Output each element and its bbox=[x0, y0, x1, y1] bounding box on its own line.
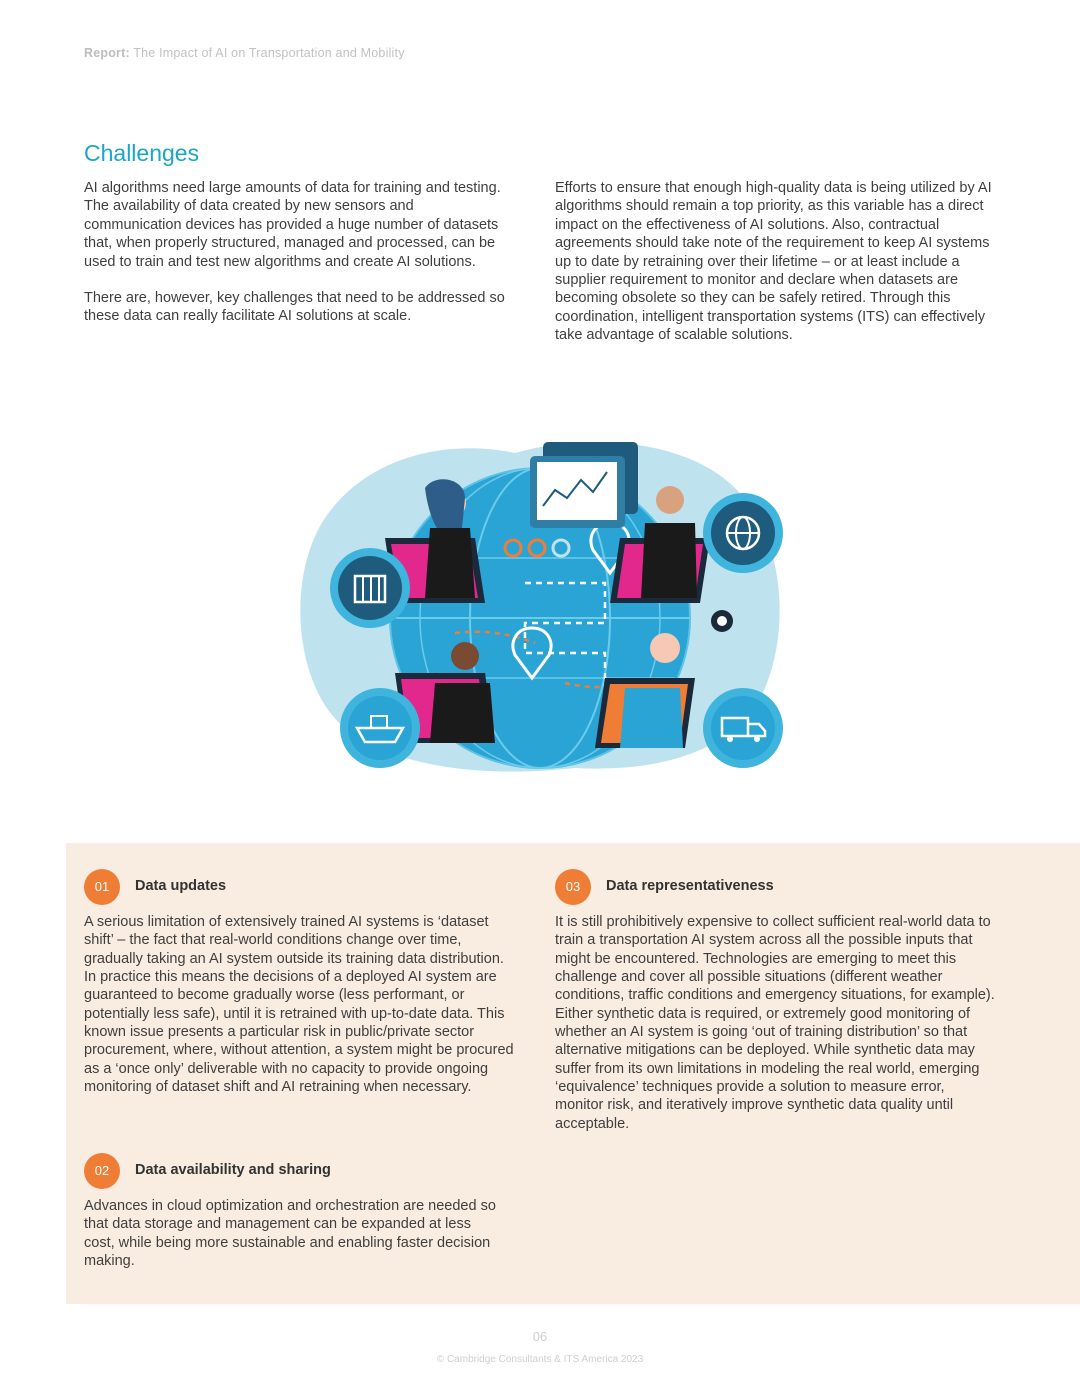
challenge-title: Data updates bbox=[135, 878, 227, 894]
intro-paragraph: There are, however, key challenges that need to be addressed so these data can really facilitate AI solutions at scale. bbox=[84, 290, 505, 325]
challenge-number-badge: 01 bbox=[84, 869, 120, 905]
challenge-body: A serious limitation of extensively trained AI systems is ‘dataset shift’ – the fact that real-world conditions change over time, gradually taking an AI system outside its training data distribution. In practice this means the decisions of a deployed AI system are guaranteed to become gradually worse (less performant, or potentially less safe), until it is retrained with up-to-date data. This known issue presents a particular risk in public/private sector procurement, where, without attention, a system might be procured as a ‘once only’ deliverable with no capacity to provide ongoing monitoring of dataset shift and AI retraining when necessary. bbox=[84, 914, 514, 1096]
report-label: Report: bbox=[84, 46, 130, 60]
ship-icon bbox=[340, 688, 420, 768]
intro-paragraph: Efforts to ensure that enough high-quality data is being utilized by AI algorithms should remain a top priority, as this variable has a direct impact on the effectiveness of AI solutions. Also, contractual agreements should take note of the requirement to keep AI systems up to date by retraining over their lifetime – or at least include a supplier requirement to monitor and declare when datasets are becoming obsolete so they can be safely retired. Through this coordination, intelligent transportation systems (ITS) can effectively take advantage of scalable solutions. bbox=[555, 180, 992, 344]
report-header bbox=[84, 46, 405, 60]
challenge-body: Advances in cloud optimization and orchestration are needed so that data storage and management can be expanded at less cost, while being more sustainable and enabling faster decision making. bbox=[84, 1198, 496, 1270]
section-title: Challenges bbox=[84, 140, 200, 166]
intro-paragraph: AI algorithms need large amounts of data for training and testing. The availability of data created by new sensors and communication devices has provided a huge number of datasets that, when properly structured, managed and processed, can be used to train and test new algorithms and create AI solutions. bbox=[84, 180, 501, 270]
illustration bbox=[285, 428, 795, 778]
copyright-notice: © Cambridge Consultants & ITS America 2023 bbox=[436, 1354, 644, 1365]
challenge-number-badge: 03 bbox=[555, 869, 591, 905]
challenge-title: Data representativeness bbox=[606, 878, 774, 894]
chart-icon bbox=[530, 442, 638, 528]
report-title: The Impact of AI on Transportation and Mobility bbox=[133, 46, 405, 60]
challenge-number-badge: 02 bbox=[84, 1153, 120, 1189]
globe-icon bbox=[703, 493, 783, 573]
intro-column-right bbox=[555, 179, 995, 363]
truck-icon bbox=[703, 688, 783, 768]
page-number: 06 bbox=[532, 1329, 548, 1344]
gear-icon bbox=[711, 610, 733, 632]
challenge-title: Data availability and sharing bbox=[135, 1162, 331, 1178]
factory-icon bbox=[330, 548, 410, 628]
intro-column-left bbox=[84, 179, 514, 344]
challenge-body: It is still prohibitively expensive to collect sufficient real-world data to train a transportation AI system across all the possible inputs that might be encountered. Technologies are emerging to meet this challenge and cover all possible situations (different weather conditions, traffic conditions and emergency situations, for example). Either synthetic data is required, or extremely good monitoring of whether an AI system is going ‘out of training distribution’ so that alternative mitigations can be deployed. While synthetic data may suffer from its own limitations in modeling the real world, emerging ‘equivalence’ techniques provide a solution to measure error, monitor risk, and iteratively improve synthetic data quality until acceptable. bbox=[555, 914, 995, 1132]
